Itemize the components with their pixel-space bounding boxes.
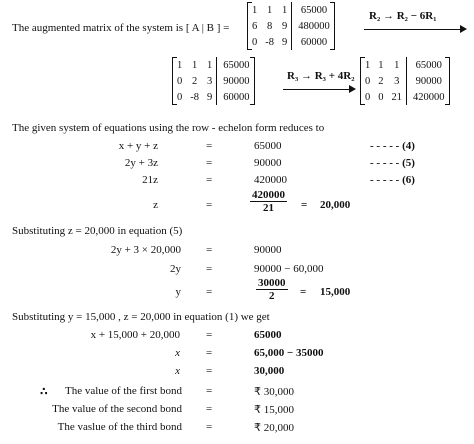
m1-cell: 1 bbox=[252, 4, 258, 16]
y-result: 15,000 bbox=[320, 286, 351, 298]
y-lhs: y bbox=[175, 286, 181, 298]
m2-cell: 3 bbox=[207, 75, 213, 87]
m1-cell: 1 bbox=[282, 4, 288, 16]
equals-sign: = bbox=[206, 263, 213, 275]
m2-cell: 0 bbox=[177, 91, 183, 103]
equals-sign: = bbox=[206, 244, 213, 256]
m3-cell: 420000 bbox=[407, 89, 449, 105]
sub1-rhs: 90000 − 60,000 bbox=[254, 263, 324, 275]
arrow-line bbox=[364, 29, 462, 30]
echelon-matrix bbox=[360, 57, 450, 105]
m2-cell: 1 bbox=[192, 59, 198, 71]
m2-cell: 2 bbox=[192, 75, 198, 87]
equals-sign: = bbox=[206, 365, 213, 377]
sub1-lhs: 2y bbox=[170, 263, 181, 275]
m1-cell: 9 bbox=[282, 20, 288, 32]
m2-cell: 90000 bbox=[217, 73, 254, 89]
m1-cell: 0 bbox=[252, 36, 258, 48]
rupee-icon: ₹ bbox=[254, 385, 261, 398]
matrix-table bbox=[173, 57, 254, 105]
equals-sign: = bbox=[206, 421, 213, 433]
y-fraction bbox=[256, 277, 288, 302]
equals-sign: = bbox=[206, 385, 213, 397]
bond-value bbox=[254, 403, 294, 416]
bond-amount: 15,000 bbox=[263, 404, 294, 416]
m2-cell: 1 bbox=[177, 59, 183, 71]
denominator: 2 bbox=[269, 290, 275, 302]
eq-lhs: 21z bbox=[142, 174, 158, 186]
sub2-rhs: 30,000 bbox=[254, 365, 285, 377]
m2-cell: 60000 bbox=[217, 89, 254, 105]
therefore-icon: ∴ bbox=[40, 385, 48, 398]
bond-amount: 30,000 bbox=[263, 386, 294, 398]
sub1-text: Substituting z = 20,000 in equation (5) bbox=[12, 225, 183, 237]
m1-cell: -8 bbox=[265, 36, 274, 48]
sub2-lhs: x bbox=[175, 347, 180, 359]
denominator: 21 bbox=[263, 202, 274, 214]
eq-tag: - - - - - (5) bbox=[370, 157, 415, 169]
matrix-table bbox=[248, 2, 334, 50]
equals-sign: = bbox=[206, 199, 213, 211]
sub2-lhs: x bbox=[175, 365, 180, 377]
eq-rhs: 420000 bbox=[254, 174, 287, 186]
m3-cell: 1 bbox=[394, 59, 400, 71]
equals-sign: = bbox=[206, 347, 213, 359]
equals-sign: = bbox=[206, 286, 213, 298]
sub2-rhs: 65,000 − 35000 bbox=[254, 347, 324, 359]
equals-sign: = bbox=[206, 174, 213, 186]
numerator: 420000 bbox=[252, 189, 285, 201]
m3-cell: 90000 bbox=[407, 73, 449, 89]
bond-label: The value of the second bond bbox=[52, 403, 182, 415]
augmented-matrix bbox=[247, 2, 335, 50]
z-result: 20,000 bbox=[320, 199, 351, 211]
m3-cell: 0 bbox=[378, 91, 384, 103]
m1-cell: 65000 bbox=[292, 2, 334, 18]
m1-cell: 60000 bbox=[292, 34, 334, 50]
eq-lhs: x + y + z bbox=[118, 140, 158, 152]
sub1-lhs: 2y + 3 × 20,000 bbox=[110, 244, 181, 256]
m3-cell: 65000 bbox=[407, 57, 449, 73]
bond-value bbox=[254, 421, 294, 434]
equals-sign: = bbox=[300, 286, 307, 298]
m3-cell: 2 bbox=[378, 75, 384, 87]
fraction bbox=[256, 277, 288, 302]
m2-cell: 0 bbox=[177, 75, 183, 87]
m2-cell: -8 bbox=[190, 91, 199, 103]
m2-cell: 65000 bbox=[217, 57, 254, 73]
m3-cell: 0 bbox=[365, 91, 371, 103]
intro-text: The augmented matrix of the system is [ A | B ] = bbox=[12, 22, 230, 34]
m1-cell: 6 bbox=[252, 20, 258, 32]
rupee-icon: ₹ bbox=[254, 421, 261, 434]
equals-sign: = bbox=[206, 403, 213, 415]
bond-amount: 20,000 bbox=[263, 422, 294, 434]
arrow-line bbox=[283, 89, 351, 90]
sub2-lhs: x + 15,000 + 20,000 bbox=[90, 329, 180, 341]
m1-cell: 9 bbox=[282, 36, 288, 48]
z-fraction bbox=[250, 189, 287, 214]
fraction bbox=[250, 189, 287, 214]
m2-cell: 9 bbox=[207, 91, 213, 103]
row-op-2: R₃ → R₃ + 4R₂ bbox=[287, 70, 355, 82]
eq-tag: - - - - - (6) bbox=[370, 174, 415, 186]
sub2-rhs: 65000 bbox=[254, 329, 282, 341]
bond-label: The value of the first bond bbox=[65, 385, 182, 397]
z-lhs: z bbox=[153, 199, 158, 211]
m3-cell: 21 bbox=[391, 91, 402, 103]
matrix-table bbox=[361, 57, 449, 105]
matrix-after-op1 bbox=[172, 57, 255, 105]
m1-cell: 1 bbox=[267, 4, 273, 16]
arrow-head-icon bbox=[460, 25, 467, 33]
bond-value bbox=[254, 385, 294, 398]
numerator: 30000 bbox=[258, 277, 286, 289]
m1-cell: 480000 bbox=[292, 18, 334, 34]
rupee-icon: ₹ bbox=[254, 403, 261, 416]
eq-lhs: 2y + 3z bbox=[124, 157, 158, 169]
m3-cell: 0 bbox=[365, 75, 371, 87]
sub1-rhs: 90000 bbox=[254, 244, 282, 256]
equals-sign: = bbox=[206, 157, 213, 169]
arrow-head-icon bbox=[349, 85, 356, 93]
equals-sign: = bbox=[206, 329, 213, 341]
m2-cell: 1 bbox=[207, 59, 213, 71]
row-op-1: R₂ → R₂ − 6R₁ bbox=[369, 10, 437, 22]
eq-rhs: 65000 bbox=[254, 140, 282, 152]
m3-cell: 1 bbox=[365, 59, 371, 71]
sub2-text: Substituting y = 15,000 , z = 20,000 in equation (1) we get bbox=[12, 311, 270, 323]
equals-sign: = bbox=[206, 140, 213, 152]
m3-cell: 3 bbox=[394, 75, 400, 87]
bond-label: The vaslue of the third bond bbox=[57, 421, 182, 433]
m1-cell: 8 bbox=[267, 20, 273, 32]
equals-sign: = bbox=[301, 199, 308, 211]
echelon-text: The given system of equations using the row - echelon form reduces to bbox=[12, 122, 325, 134]
eq-tag: - - - - - (4) bbox=[370, 140, 415, 152]
m3-cell: 1 bbox=[378, 59, 384, 71]
eq-rhs: 90000 bbox=[254, 157, 282, 169]
